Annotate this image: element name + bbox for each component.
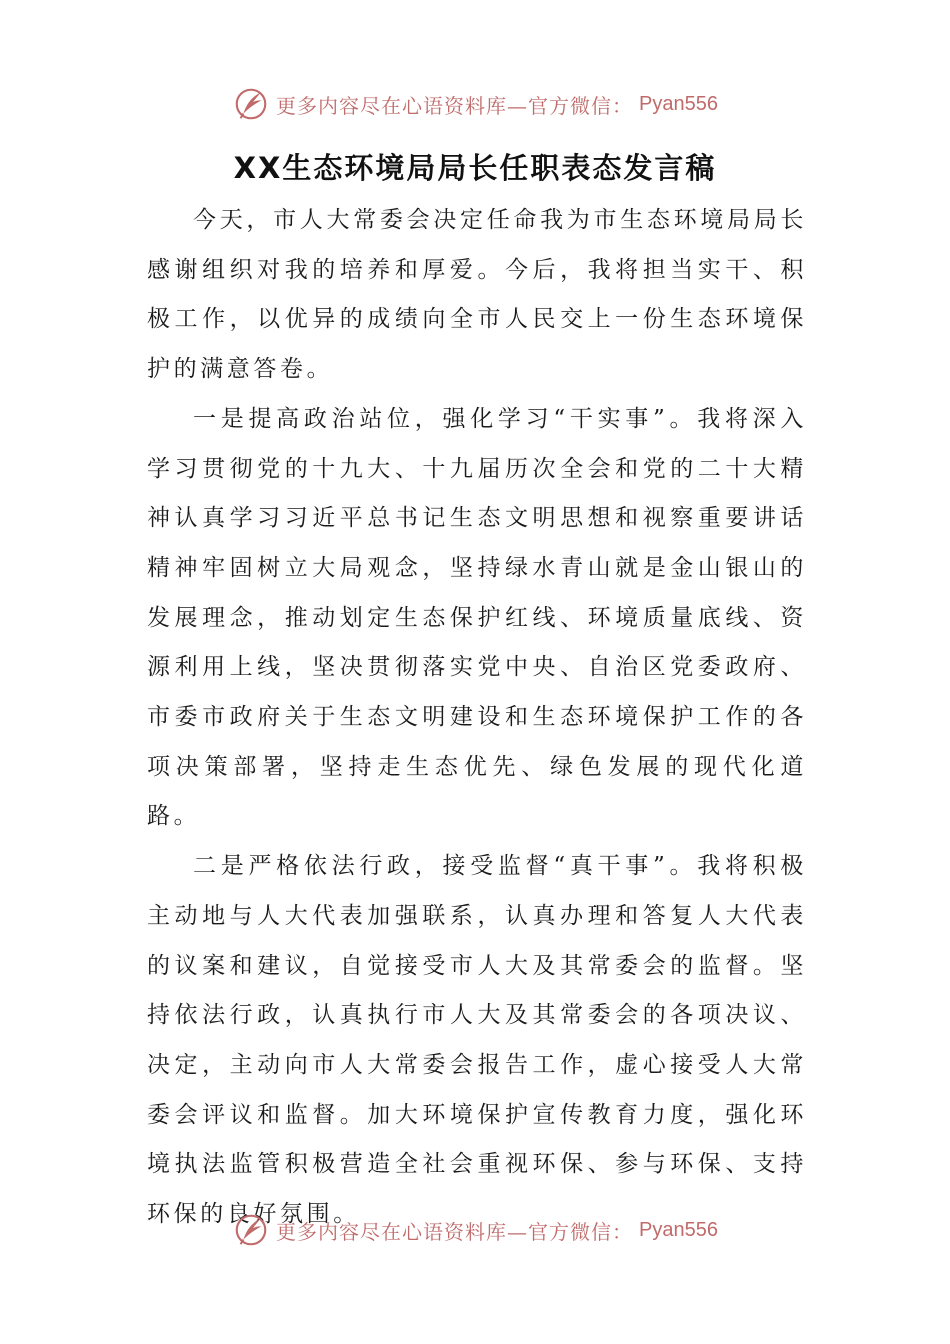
paragraph-point-one: 一是提高政治站位，强化学习“干实事”。我将深入学习贯彻党的十九大、十九届历次全会和党的二十大精神认真学习习近平总书记生态文明思想和视察重要讲话精神牢固树立大局观念，坚持绿水青山就是金山银山的发展理念，推动划定生态保护红线、环境质量底线、资源利用上线，坚决贯彻落实党中央、自治区党委政府、市委市政府关于生态文明建设和生态环境保护工作的各项决策部署，坚持走生态优先、绿色发展的现代化道路。 [147, 405, 807, 830]
header-watermark [0, 82, 950, 126]
paragraph-intro: 今天，市人大常委会决定任命我为市生态环境局局长感谢组织对我的培养和厚爱。今后，我将担当实干、积极工作，以优异的成绩向全市人民交上一份生态环境保护的满意答卷。 [147, 207, 807, 383]
document-title: XX生态环境局局长任职表态发言稿 [233, 151, 717, 185]
quill-logo-icon [232, 1211, 270, 1249]
watermark-text: 更多内容尽在心语资料库—官方微信： [276, 93, 634, 118]
quill-logo-icon [232, 85, 270, 123]
watermark-wechat-id: Pyan556 [639, 92, 718, 115]
footer-watermark [0, 1208, 950, 1252]
paragraph-point-two: 二是严格依法行政，接受监督“真干事”。我将积极主动地与人大代表加强联系，认真办理和答复人大代表的议案和建议，自觉接受市人大及其常委会的监督。坚持依法行政，认真执行市人大及其常委会的各项决议、决定，主动向市人大常委会报告工作，虚心接受人大常委会评议和监督。加大环境保护宣传教育力度，强化环境执法监管积极营造全社会重视环保、参与环保、支持环保的良好氛围。 [147, 853, 807, 1228]
document-body [147, 196, 807, 1240]
watermark-text: 更多内容尽在心语资料库—官方微信： [276, 1219, 634, 1244]
watermark-wechat-id: Pyan556 [639, 1218, 718, 1241]
